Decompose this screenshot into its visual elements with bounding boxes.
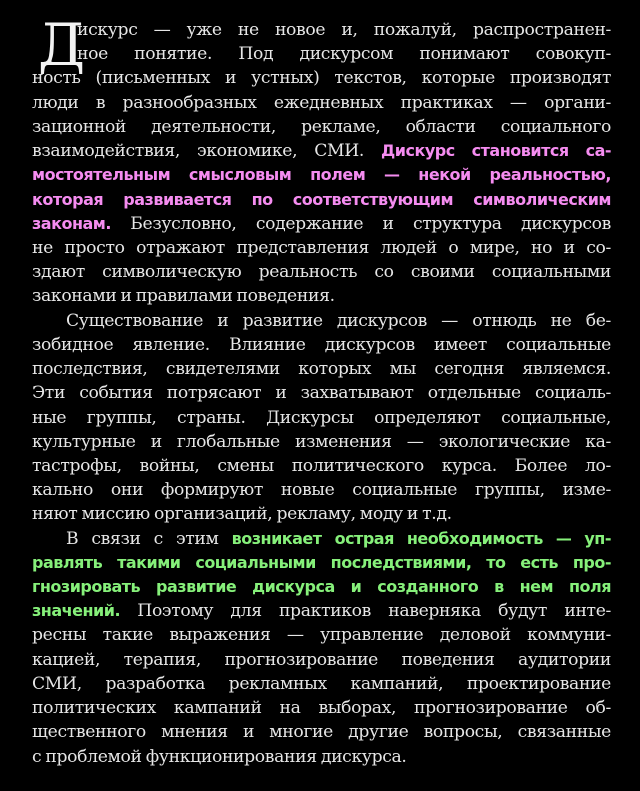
highlighted-text-green: возникает острая необходимость — уп- bbox=[231, 528, 611, 548]
text-line bbox=[32, 115, 611, 139]
body-text: кально они формируют новые социальные группы, изме- bbox=[32, 480, 611, 501]
text-line bbox=[32, 745, 611, 769]
body-text: законами и правилами поведения. bbox=[32, 286, 335, 307]
body-text: Поэтому для практиков наверняка будут инте- bbox=[120, 601, 611, 622]
text-line bbox=[32, 478, 611, 502]
body-text: взаимодействия, экономике, СМИ. bbox=[32, 141, 382, 162]
highlighted-text-green: значений. bbox=[32, 601, 121, 621]
body-text: здают символическую реальность со своими социальными bbox=[32, 262, 611, 283]
text-line bbox=[32, 91, 611, 115]
text-line bbox=[32, 188, 611, 212]
text-line bbox=[32, 406, 611, 430]
text-line bbox=[32, 720, 611, 744]
text-line bbox=[32, 551, 611, 575]
highlighted-text-green: равлять такими социальными последствиями, то есть про- bbox=[32, 552, 611, 572]
text-line bbox=[32, 333, 611, 357]
body-text: кацией, терапия, прогнозирование поведения аудитории bbox=[32, 649, 611, 670]
text-line bbox=[32, 381, 611, 405]
body-text: ное понятие. Под дискурсом понимают совокуп- bbox=[77, 44, 611, 65]
body-text: зобидное явление. Влияние дискурсов имеет социальные bbox=[32, 334, 611, 355]
text-line bbox=[32, 42, 611, 66]
text-line bbox=[32, 527, 611, 551]
body-text: искурс — уже не новое и, пожалуй, распространен- bbox=[77, 20, 611, 40]
text-line bbox=[32, 236, 611, 260]
body-text: СМИ, разработка рекламных кампаний, проектирование bbox=[32, 673, 611, 694]
drop-cap: Д bbox=[38, 11, 86, 79]
body-text: Существование и развитие дискурсов — отнюдь не бе- bbox=[66, 310, 611, 331]
text-line bbox=[32, 599, 611, 623]
text-line bbox=[32, 430, 611, 454]
body-text: политических кампаний на выборах, прогнозирование об- bbox=[32, 698, 611, 719]
highlighted-text-pink: мостоятельным смысловым полем — некой реальностью, bbox=[32, 165, 611, 185]
body-text: тастрофы, войны, смены политического курса. Более ло- bbox=[32, 455, 611, 476]
text-line bbox=[32, 163, 611, 187]
text-line bbox=[32, 502, 611, 526]
text-line bbox=[32, 309, 611, 333]
body-text: Эти события потрясают и захватывают отдельные социаль- bbox=[32, 383, 611, 404]
text-line bbox=[32, 284, 611, 308]
body-text: зационной деятельности, рекламе, области социального bbox=[32, 116, 611, 137]
text-line bbox=[32, 357, 611, 381]
body-text: В связи с этим bbox=[66, 528, 232, 549]
body-text: щественного мнения и многие другие вопросы, связанные bbox=[32, 722, 611, 743]
document-body bbox=[32, 11, 612, 769]
body-text: не просто отражают представления людей о мире, но и со- bbox=[32, 237, 611, 258]
text-line bbox=[32, 18, 611, 42]
text-line bbox=[32, 454, 611, 478]
body-text: ные группы, страны. Дискурсы определяют социальные, bbox=[32, 407, 611, 428]
text-line bbox=[32, 260, 611, 284]
body-text: няют миссию организаций, рекламу, моду и т.д. bbox=[32, 504, 452, 525]
highlighted-text-pink: которая развивается по соответствующим символическим bbox=[32, 189, 611, 209]
text-line bbox=[32, 648, 611, 672]
highlighted-text-green: гнозировать развитие дискурса и созданного в нем поля bbox=[32, 577, 611, 597]
body-text: ресны такие выражения — управление деловой коммуни- bbox=[32, 625, 611, 646]
body-text: Безусловно, содержание и структура дискурсов bbox=[110, 213, 611, 234]
body-text: последствия, свидетелями которых мы сегодня являемся. bbox=[32, 359, 611, 380]
highlighted-text-pink: законам. bbox=[32, 213, 111, 233]
body-text: с проблемой функционирования дискурса. bbox=[32, 746, 407, 767]
text-line bbox=[32, 66, 611, 90]
body-text: культурные и глобальные изменения — экологические ка- bbox=[32, 431, 611, 452]
body-text: ность (письменных и устных) текстов, которые производят bbox=[32, 68, 611, 89]
text-line bbox=[32, 696, 611, 720]
text-line bbox=[32, 623, 611, 647]
text-line bbox=[32, 139, 611, 163]
highlighted-text-pink: Дискурс становится са- bbox=[381, 141, 612, 161]
text-line bbox=[32, 212, 611, 236]
body-text: люди в разнообразных ежедневных практиках — органи- bbox=[32, 92, 611, 113]
text-line bbox=[32, 575, 611, 599]
text-line bbox=[32, 672, 611, 696]
